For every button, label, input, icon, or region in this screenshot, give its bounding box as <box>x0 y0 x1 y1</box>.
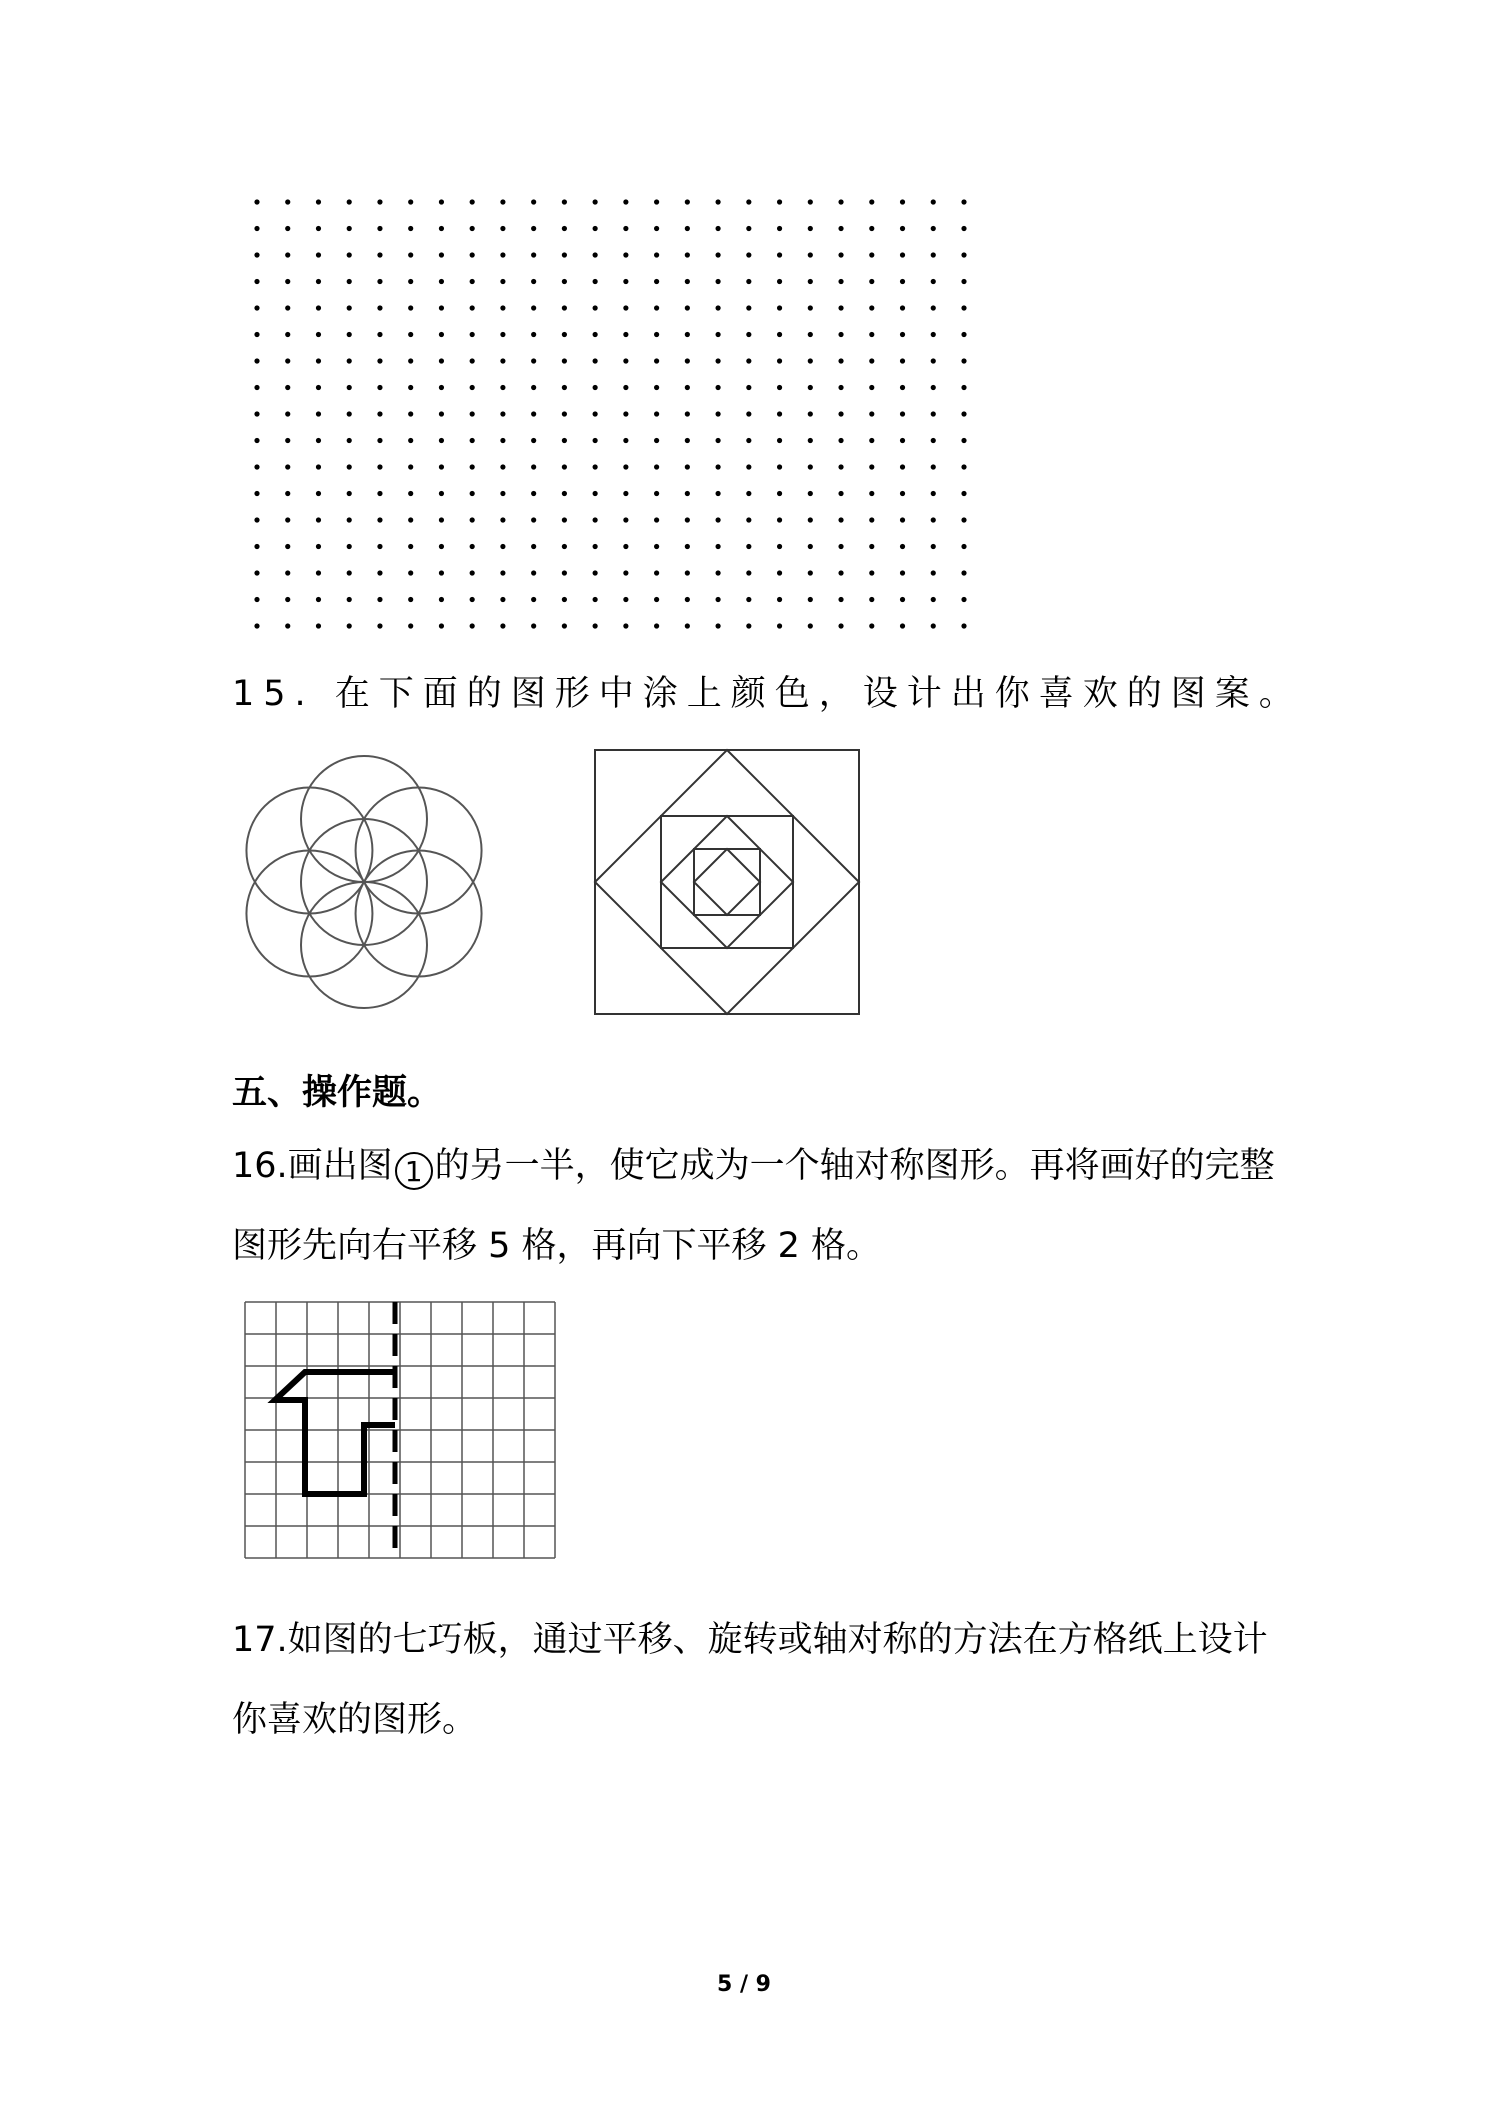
question-15: 15. 在下面的图形中涂上颜色，设计出你喜欢的图案。 <box>232 674 1303 714</box>
half-figure-outline <box>275 1372 395 1494</box>
question-16-rest: 的另一半，使它成为一个轴对称图形。再将画好的完整 <box>434 1146 1275 1186</box>
question-17-line-1: 17.如图的七巧板，通过平移、旋转或轴对称的方法在方格纸上设计 <box>232 1620 1268 1660</box>
question-16-prefix: 16.画出图 <box>232 1146 393 1186</box>
page-number: 5 / 9 <box>717 1972 771 1997</box>
question-17-line-2: 你喜欢的图形。 <box>232 1700 478 1740</box>
question-16-line-2: 图形先向右平移 5 格，再向下平移 2 格。 <box>232 1226 882 1266</box>
section-heading: 五、操作题。 <box>232 1073 443 1113</box>
circled-number: 1 <box>395 1152 433 1190</box>
